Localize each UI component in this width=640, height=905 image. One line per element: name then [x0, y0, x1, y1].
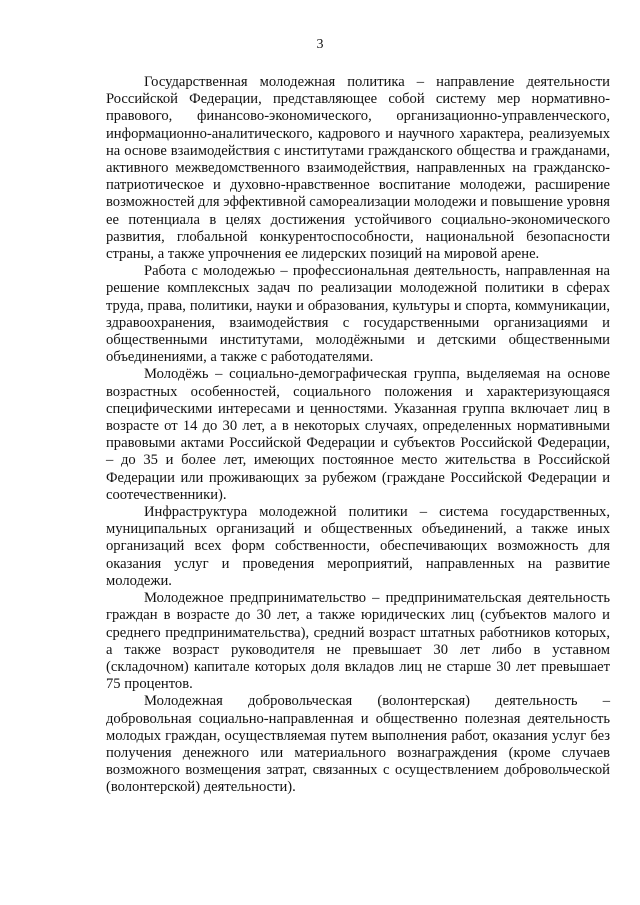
- paragraph-youth-entrepreneurship-definition: Молодежное предпринимательство – предпринимательская деятельность граждан в возрасте до 30 лет, а также юридических лиц (субъектов малого и среднего предпринимательства), средний возраст штатных работников которых, а также возраст руководителя не превышает 30 лет либо в уставном (складочном) капитале которых доля вкладов лиц не старше 30 лет превышает 75 процентов.: [106, 590, 610, 693]
- page-number: 3: [316, 37, 324, 52]
- paragraph-infrastructure-definition: Инфраструктура молодежной политики – система государственных, муниципальных организаций и общественных объединений, а также иных организаций всех форм собственности, обеспечивающих возможность для оказания услуг и проведения мероприятий, направленных на развитие молодежи.: [106, 504, 610, 589]
- document-body: [106, 74, 610, 797]
- paragraph-youth-policy-definition: Государственная молодежная политика – направление деятельности Российской Федерации, представляющее собой систему мер нормативно-правового, финансово-экономического, организационно-управленческого, информационно-аналитического, кадрового и научного характера, реализуемых на основе взаимодействия с институтами гражданского общества и гражданами, активного межведомственного взаимодействия, направленных на гражданско-патриотическое и духовно-нравственное воспитание молодежи, расширение возможностей для эффективной самореализации молодежи и повышение уровня ее потенциала в целях достижения устойчивого социально-экономического развития, глобальной конкурентоспособности, национальной безопасности страны, а также упрочнения ее лидерских позиций на мировой арене.: [106, 74, 610, 263]
- paragraph-youth-work-definition: Работа с молодежью – профессиональная деятельность, направленная на решение комплексных задач по реализации молодежной политики в сферах труда, права, политики, науки и образования, культуры и спорта, коммуникации, здравоохранения, взаимодействия с государственными организациями и общественными институтами, молодёжными и детскими общественными объединениями, а также с работодателями.: [106, 263, 610, 366]
- paragraph-volunteering-definition: Молодежная добровольческая (волонтерская) деятельность – добровольная социально-направленная и общественно полезная деятельность молодых граждан, осуществляемая путем выполнения работ, оказания услуг без получения денежного или материального вознаграждения (кроме случаев возможного возмещения затрат, связанных с осуществлением добровольческой (волонтерской) деятельности).: [106, 693, 610, 796]
- paragraph-youth-definition: Молодёжь – социально-демографическая группа, выделяемая на основе возрастных особенностей, социального положения и характеризующаяся специфическими интересами и ценностями. Указанная группа включает лиц в возрасте от 14 до 30 лет, а в некоторых случаях, определенных нормативными правовыми актами Российской Федерации и субъектов Российской Федерации, – до 35 и более лет, имеющих постоянное место жительства в Российской Федерации или проживающих за рубежом (граждане Российской Федерации и соотечественники).: [106, 366, 610, 503]
